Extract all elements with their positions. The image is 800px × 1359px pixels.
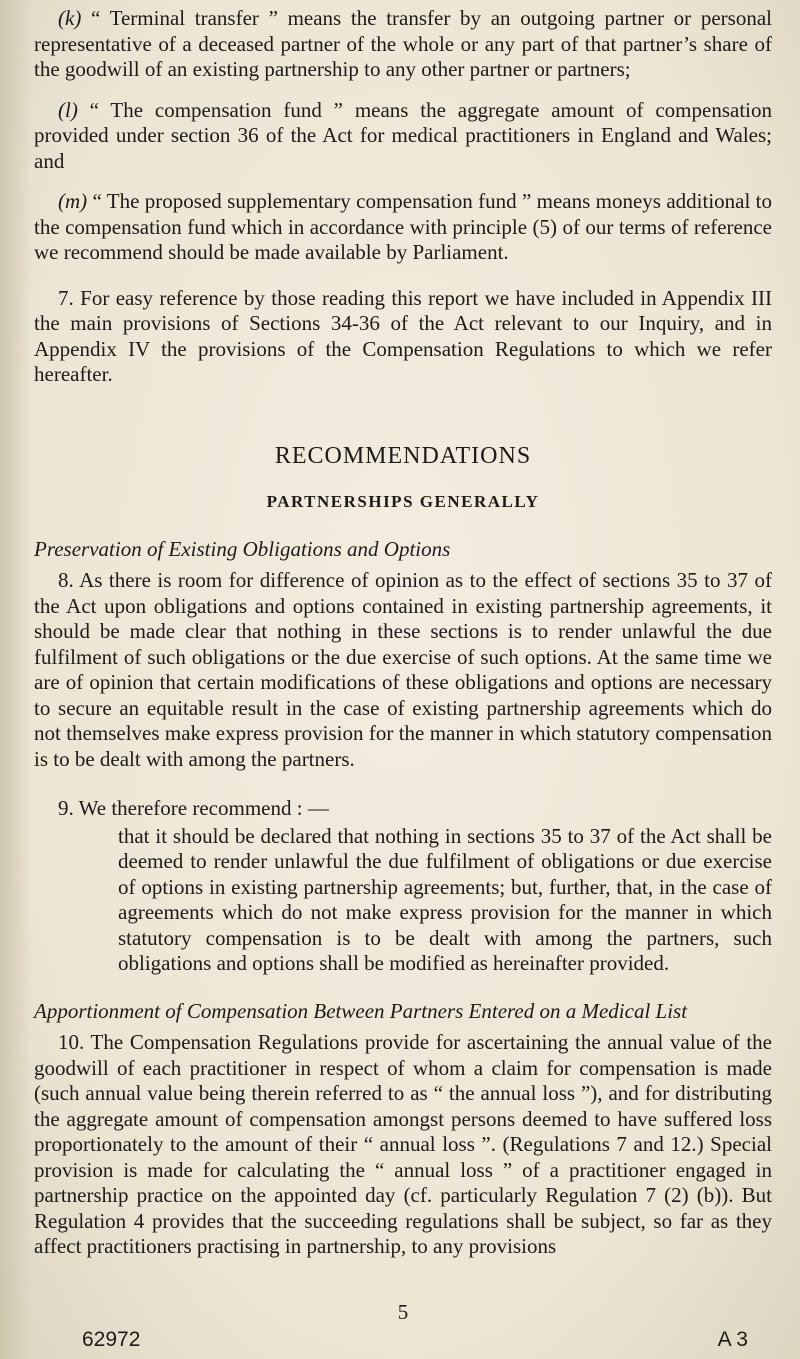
- definition-text: “ Terminal transfer ” means the transfer by an outgoing partner or personal representative of a deceased partner of the whole or any part of that partner’s share of the goodwill of an existing partnership to any other partner or partners;: [34, 6, 772, 81]
- paragraph-7: 7. For easy reference by those reading this report we have included in Appendix III the main provisions of Sections 34-36 of the Act relevant to our Inquiry, and in Appendix IV the provisions of the Compensation Regulations to which we refer hereafter.: [34, 285, 772, 386]
- page-edge-shadow: [0, 0, 32, 1359]
- page-footer: [34, 1300, 772, 1354]
- definition-m: [34, 189, 772, 266]
- paragraph-10: 10. The Compensation Regulations provide for ascertaining the annual value of the goodwill of each practitioner in respect of whom a claim for compensation is made (such annual value being therein referred to as “ the annual loss ”), and for distributing the aggregate amount of compensation amongst persons deemed to have suffered loss proportionately to the amount of their “ annual loss ”. (Regulations 7 and 12.) Special provision is made for calculating the “ annual loss ” of a practitioner engaged in partnership practice on the appointed day (cf. particularly Regulation 7 (2) (b)). But Regulation 4 provides that the succeeding regulations shall be subject, so far as they affect practitioners practising in partnership, to any provisions: [34, 1030, 772, 1258]
- body-text: [34, 6, 772, 1260]
- definition-text: “ The compensation fund ” means the aggregate amount of compensation provided under section 36 of the Act for medical practitioners in England and Wales; and: [34, 97, 772, 173]
- page-number: 5: [397, 1300, 409, 1324]
- paragraph-8: 8. As there is room for difference of opinion as to the effect of sections 35 to 37 of the Act upon obligations and options contained in existing partnership agreements, it should be made clear that nothing in these sections is to render unlawful the due fulfilment of such obligations or the due exercise of such options. At the same time we are of opinion that certain modifications of these obligations and options are necessary to secure an equitable result in the case of existing partnership agreements which do not themselves make express provision for the manner in which statutory compensation is to be dealt with among the partners.: [34, 568, 772, 771]
- definition-marker: (k): [58, 6, 82, 30]
- definition-marker: (l): [58, 97, 78, 122]
- definition-l: [34, 98, 772, 175]
- print-code: 62972: [82, 1328, 141, 1351]
- paragraph-9-intro: 9. We therefore recommend : —: [58, 796, 329, 820]
- section-heading: RECOMMENDATIONS: [274, 442, 532, 469]
- definition-text: “ The proposed supplementary compensation fund ” means moneys additional to the compensation fund which in accordance with principle (5) of our terms of reference we recommend should be made available by Parliament.: [34, 189, 772, 264]
- section-subheading: PARTNERSHIPS GENERALLY: [266, 492, 540, 511]
- side-heading-apportionment: Apportionment of Compensation Between Partners Entered on a Medical List: [34, 998, 688, 1023]
- definition-marker: (m): [58, 189, 88, 213]
- signature-mark: A 3: [717, 1328, 748, 1351]
- definition-k: [34, 6, 772, 83]
- side-heading-preservation: Preservation of Existing Obligations and Options: [34, 536, 451, 561]
- paragraph-9-recommendation: that it should be declared that nothing in sections 35 to 37 of the Act shall be deemed to render unlawful the due fulfilment of obligations or due exercise of options in existing partnership agreements; but, further, that, in the case of agreements which do not make express provision for the manner in which statutory compensation is to be dealt with among the partners, such obligations and options shall be modified as hereinafter provided.: [118, 823, 772, 975]
